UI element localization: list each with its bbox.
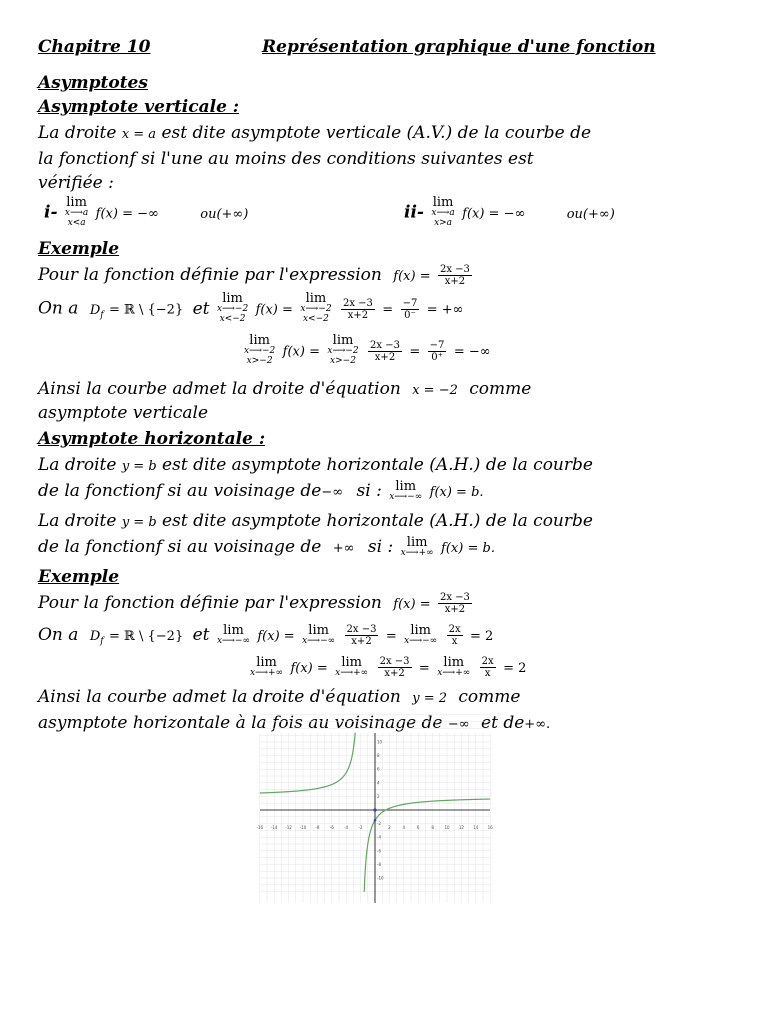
example-heading-2: Exemple xyxy=(38,567,120,587)
condition-ii: ii- lim x⟶a x>a f(x) = −∞ ou(+∞) xyxy=(404,195,615,228)
example-heading-1: Exemple xyxy=(38,239,120,259)
section-heading: Asymptotes xyxy=(38,73,148,93)
x-tick-label: -8 xyxy=(315,825,320,830)
x-tick-label: 6 xyxy=(416,825,420,830)
vertical-def-line-3: vérifiée : xyxy=(38,173,114,193)
horizontal-def-line-4: de la fonctionf si au voisinage de +∞ si : lim x⟶+∞ f(x) = b. xyxy=(38,534,495,558)
x-tick-label: -2 xyxy=(358,825,363,830)
x-tick-label: -10 xyxy=(299,825,307,830)
x-tick-label: 14 xyxy=(473,825,479,830)
vertical-def-line-2: la fonctionf si l'une au moins des conditions suivantes est xyxy=(38,149,534,169)
example1-intro: Pour la fonction définie par l'expression f(x) = $\frac{2x -3}{x+2}$ xyxy=(38,264,470,287)
y-tick-label: -8 xyxy=(377,861,381,867)
example2-limit-plus-inf: lim x⟶+∞ f(x) = lim x⟶+∞ $\frac{2x -3}{x+2}$ = lim x⟶+∞ $\frac{2x}{x}$ = 2 xyxy=(250,654,527,679)
horizontal-heading: Asymptote horizontale : xyxy=(38,429,266,449)
origin-point xyxy=(373,808,376,811)
y-tick-label: 2 xyxy=(377,793,380,799)
x-tick-label: 2 xyxy=(388,825,391,830)
example2-limit-minus-inf: On a $D_f$ = ℝ \ {−2} et lim x⟶−∞ f(x) = lim x⟶−∞ $\frac{2x -3}{x+2}$ = lim x⟶−∞ $\frac{2x}{x}$ = 2 xyxy=(38,622,494,647)
example1-limit-left: On a $D_f$ = ℝ \ {−2} et lim x⟶−2 x<−2 f(x) = lim x⟶−2 x<−2 $\frac{2x -3}{x+2}$ = $\frac{-7}{0^-}$ = +∞ xyxy=(38,291,464,324)
example1-conclusion-1: Ainsi la courbe admet la droite d'équation x = −2 comme xyxy=(38,379,532,399)
example2-conclusion-1: Ainsi la courbe admet la droite d'équation y = 2 comme xyxy=(38,687,521,707)
x-tick-label: -4 xyxy=(344,825,349,830)
horizontal-def-line-1: La droite y = b est dite asymptote horizontale (A.H.) de la courbe xyxy=(38,455,593,475)
x-tick-label: 4 xyxy=(402,825,406,830)
x-tick-label: 10 xyxy=(444,825,450,830)
y-tick-label: 6 xyxy=(377,766,380,772)
condition-i: i- lim x⟶a x<a f(x) = −∞ ou(+∞) xyxy=(44,195,249,228)
y-tick-label: -6 xyxy=(377,848,381,854)
y-tick-label: 10 xyxy=(377,739,383,745)
y-tick-label: -2 xyxy=(377,821,381,827)
example1-limit-right: lim x⟶−2 x>−2 f(x) = lim x⟶−2 x>−2 $\frac{2x -3}{x+2}$ = $\frac{-7}{0^+}$ = −∞ xyxy=(244,333,491,366)
x-tick-label: -16 xyxy=(256,825,264,830)
vertical-heading: Asymptote verticale : xyxy=(38,97,240,117)
y-tick-label: -4 xyxy=(377,834,381,840)
x-tick-label: 8 xyxy=(431,825,434,830)
y-tick-label: 4 xyxy=(377,780,380,786)
x-tick-label: -14 xyxy=(270,825,278,830)
example2-conclusion-2: asymptote horizontale à la fois au voisinage de −∞ et de+∞. xyxy=(38,713,551,733)
x-tick-label: 12 xyxy=(458,825,464,830)
example2-intro: Pour la fonction définie par l'expression f(x) = $\frac{2x -3}{x+2}$ xyxy=(38,592,470,615)
y-tick-label: 8 xyxy=(377,753,380,759)
graph-axes xyxy=(260,733,490,903)
x-tick-label: -6 xyxy=(329,825,334,830)
chapter-label: Chapitre 10 xyxy=(38,37,151,57)
page-title: Représentation graphique d'une fonction xyxy=(262,37,656,57)
y-intercept-point xyxy=(374,819,377,822)
x-tick-label: -12 xyxy=(285,825,292,830)
vertical-def-line-1: La droite x = a est dite asymptote verticale (A.V.) de la courbe de xyxy=(38,123,592,143)
function-graph xyxy=(256,733,493,903)
x-tick-label: 16 xyxy=(487,825,493,830)
horizontal-def-line-2: de la fonctionf si au voisinage de−∞ si : lim x⟶−∞ f(x) = b. xyxy=(38,478,484,502)
horizontal-def-line-3: La droite y = b est dite asymptote horizontale (A.H.) de la courbe xyxy=(38,511,593,531)
example1-conclusion-2: asymptote verticale xyxy=(38,403,209,423)
y-tick-label: -10 xyxy=(377,875,384,881)
